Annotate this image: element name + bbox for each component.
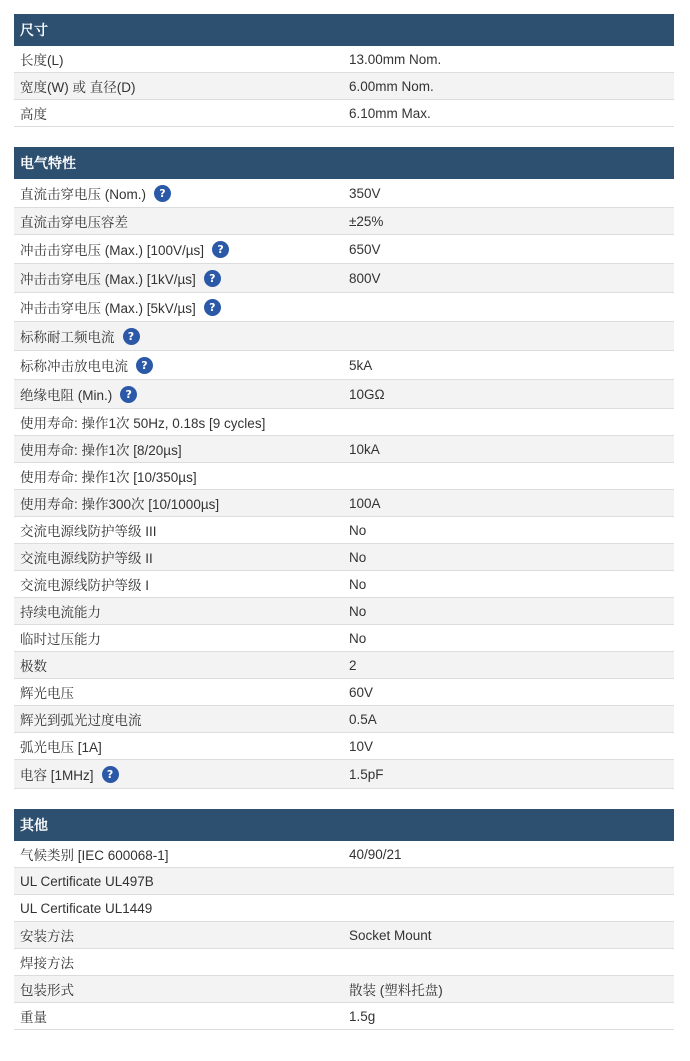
row-label: 绝缘电阻 (Min.) — [20, 388, 113, 403]
table-row — [14, 652, 674, 679]
table-row — [14, 544, 674, 571]
spec-section — [14, 147, 674, 789]
row-value: No — [349, 603, 367, 619]
row-label-cell — [14, 736, 344, 756]
row-label: 直流击穿电压 (Nom.) — [20, 187, 146, 202]
table-row — [14, 733, 674, 760]
question-icon[interactable]: ? — [136, 357, 153, 374]
row-label: 交流电源线防护等级 II — [20, 551, 153, 566]
table-row — [14, 463, 674, 490]
row-label: 辉光到弧光过度电流 — [20, 713, 142, 728]
table-row — [14, 100, 674, 127]
spec-section — [14, 14, 674, 127]
table-row — [14, 351, 674, 380]
table-row — [14, 760, 674, 789]
table-row — [14, 598, 674, 625]
row-label: 使用寿命: 操作1次 [10/350µs] — [20, 470, 197, 485]
spec-section — [14, 809, 674, 1030]
row-label-cell — [14, 326, 344, 346]
table-row — [14, 208, 674, 235]
row-label-cell — [14, 901, 344, 916]
table-row — [14, 235, 674, 264]
table-row — [14, 409, 674, 436]
row-label: 使用寿命: 操作1次 [8/20µs] — [20, 443, 182, 458]
row-label-cell — [14, 764, 344, 784]
table-row — [14, 895, 674, 922]
row-label: 使用寿命: 操作300次 [10/1000µs] — [20, 497, 220, 512]
row-value: 350V — [349, 185, 381, 201]
row-label: UL Certificate UL1449 — [20, 900, 153, 916]
table-row — [14, 264, 674, 293]
row-label: 极数 — [20, 659, 47, 674]
table-row — [14, 679, 674, 706]
spec-tables — [14, 14, 674, 1050]
row-value: No — [349, 576, 367, 592]
row-label-cell — [14, 844, 344, 864]
table-row — [14, 841, 674, 868]
question-icon[interactable]: ? — [120, 386, 137, 403]
row-value: 650V — [349, 241, 381, 257]
row-label: 气候类别 [IEC 600068-1] — [20, 848, 169, 863]
row-value: ±25% — [349, 213, 384, 229]
row-label: 冲击击穿电压 (Max.) [5kV/µs] — [20, 301, 196, 316]
row-label: 标称耐工频电流 — [20, 330, 115, 345]
row-value: No — [349, 522, 367, 538]
question-icon[interactable]: ? — [204, 270, 221, 287]
row-label-cell — [14, 709, 344, 729]
row-label: 安装方法 — [20, 929, 74, 944]
row-label-cell — [14, 268, 344, 288]
question-icon[interactable]: ? — [102, 766, 119, 783]
table-row — [14, 73, 674, 100]
table-row — [14, 46, 674, 73]
row-value: 10kA — [349, 441, 380, 457]
row-label-cell — [14, 655, 344, 675]
section-header: 尺寸 — [14, 14, 674, 46]
row-value: 60V — [349, 684, 374, 700]
row-label: 重量 — [20, 1010, 47, 1025]
row-label: 冲击击穿电压 (Max.) [1kV/µs] — [20, 272, 196, 287]
table-row — [14, 976, 674, 1003]
row-value: 800V — [349, 270, 381, 286]
row-label: 宽度(W) 或 直径(D) — [20, 80, 136, 95]
row-label-cell — [14, 574, 344, 594]
table-row — [14, 868, 674, 895]
row-label-cell — [14, 76, 344, 96]
row-label: 高度 — [20, 107, 47, 122]
row-value: 40/90/21 — [349, 846, 402, 862]
row-value: No — [349, 549, 367, 565]
row-value: 6.00mm Nom. — [349, 78, 434, 94]
row-label-cell — [14, 384, 344, 404]
question-icon[interactable]: ? — [154, 185, 171, 202]
row-label-cell — [14, 466, 344, 486]
table-row — [14, 436, 674, 463]
row-value: 散装 (塑料托盘) — [349, 983, 443, 998]
table-row — [14, 517, 674, 544]
table-row — [14, 179, 674, 208]
row-label: 交流电源线防护等级 III — [20, 524, 157, 539]
row-label: 包装形式 — [20, 983, 74, 998]
row-label-cell — [14, 103, 344, 123]
row-label-cell — [14, 547, 344, 567]
row-label: 焊接方法 — [20, 956, 74, 971]
row-value: Socket Mount — [349, 927, 432, 943]
row-value: 2 — [349, 657, 357, 673]
section-header: 其他 — [14, 809, 674, 841]
row-label-cell — [14, 239, 344, 259]
question-icon[interactable]: ? — [123, 328, 140, 345]
row-label: 长度(L) — [20, 53, 64, 68]
row-label-cell — [14, 682, 344, 702]
row-value: 13.00mm Nom. — [349, 51, 442, 67]
row-label-cell — [14, 925, 344, 945]
row-label: 电容 [1MHz] — [20, 768, 94, 783]
row-label: 使用寿命: 操作1次 50Hz, 0.18s [9 cycles] — [20, 416, 266, 431]
row-label: 冲击击穿电压 (Max.) [100V/µs] — [20, 243, 205, 258]
row-value: 10V — [349, 738, 374, 754]
row-value: 6.10mm Max. — [349, 105, 431, 121]
row-label: 标称冲击放电电流 — [20, 359, 128, 374]
row-value: 5kA — [349, 357, 373, 373]
row-label-cell — [14, 520, 344, 540]
row-label-cell — [14, 628, 344, 648]
table-row — [14, 490, 674, 517]
row-label-cell — [14, 601, 344, 621]
row-label-cell — [14, 211, 344, 231]
table-row — [14, 949, 674, 976]
row-value: 1.5pF — [349, 766, 384, 782]
row-label: 交流电源线防护等级 I — [20, 578, 150, 593]
row-value: 0.5A — [349, 711, 377, 727]
row-label-cell — [14, 1006, 344, 1026]
row-label: UL Certificate UL497B — [20, 873, 154, 889]
row-label: 持续电流能力 — [20, 605, 101, 620]
table-row — [14, 380, 674, 409]
row-label-cell — [14, 183, 344, 203]
table-row — [14, 706, 674, 733]
row-value: 10GΩ — [349, 386, 385, 402]
row-label: 弧光电压 [1A] — [20, 740, 102, 755]
row-value: 1.5g — [349, 1008, 376, 1024]
row-label: 辉光电压 — [20, 686, 74, 701]
row-label-cell — [14, 493, 344, 513]
table-row — [14, 922, 674, 949]
table-row — [14, 293, 674, 322]
table-row — [14, 571, 674, 598]
row-label-cell — [14, 952, 344, 972]
row-value: 100A — [349, 495, 381, 511]
row-label: 直流击穿电压容差 — [20, 215, 128, 230]
section-header: 电气特性 — [14, 147, 674, 179]
row-label-cell — [14, 355, 344, 375]
row-value: No — [349, 630, 367, 646]
row-label: 临时过压能力 — [20, 632, 101, 647]
row-label-cell — [14, 874, 344, 889]
row-label-cell — [14, 49, 344, 69]
row-label-cell — [14, 439, 344, 459]
question-icon[interactable]: ? — [204, 299, 221, 316]
table-row — [14, 1003, 674, 1030]
question-icon[interactable]: ? — [212, 241, 229, 258]
table-row — [14, 322, 674, 351]
table-row — [14, 625, 674, 652]
row-label-cell — [14, 979, 344, 999]
row-label-cell — [14, 297, 344, 317]
row-label-cell — [14, 412, 344, 432]
